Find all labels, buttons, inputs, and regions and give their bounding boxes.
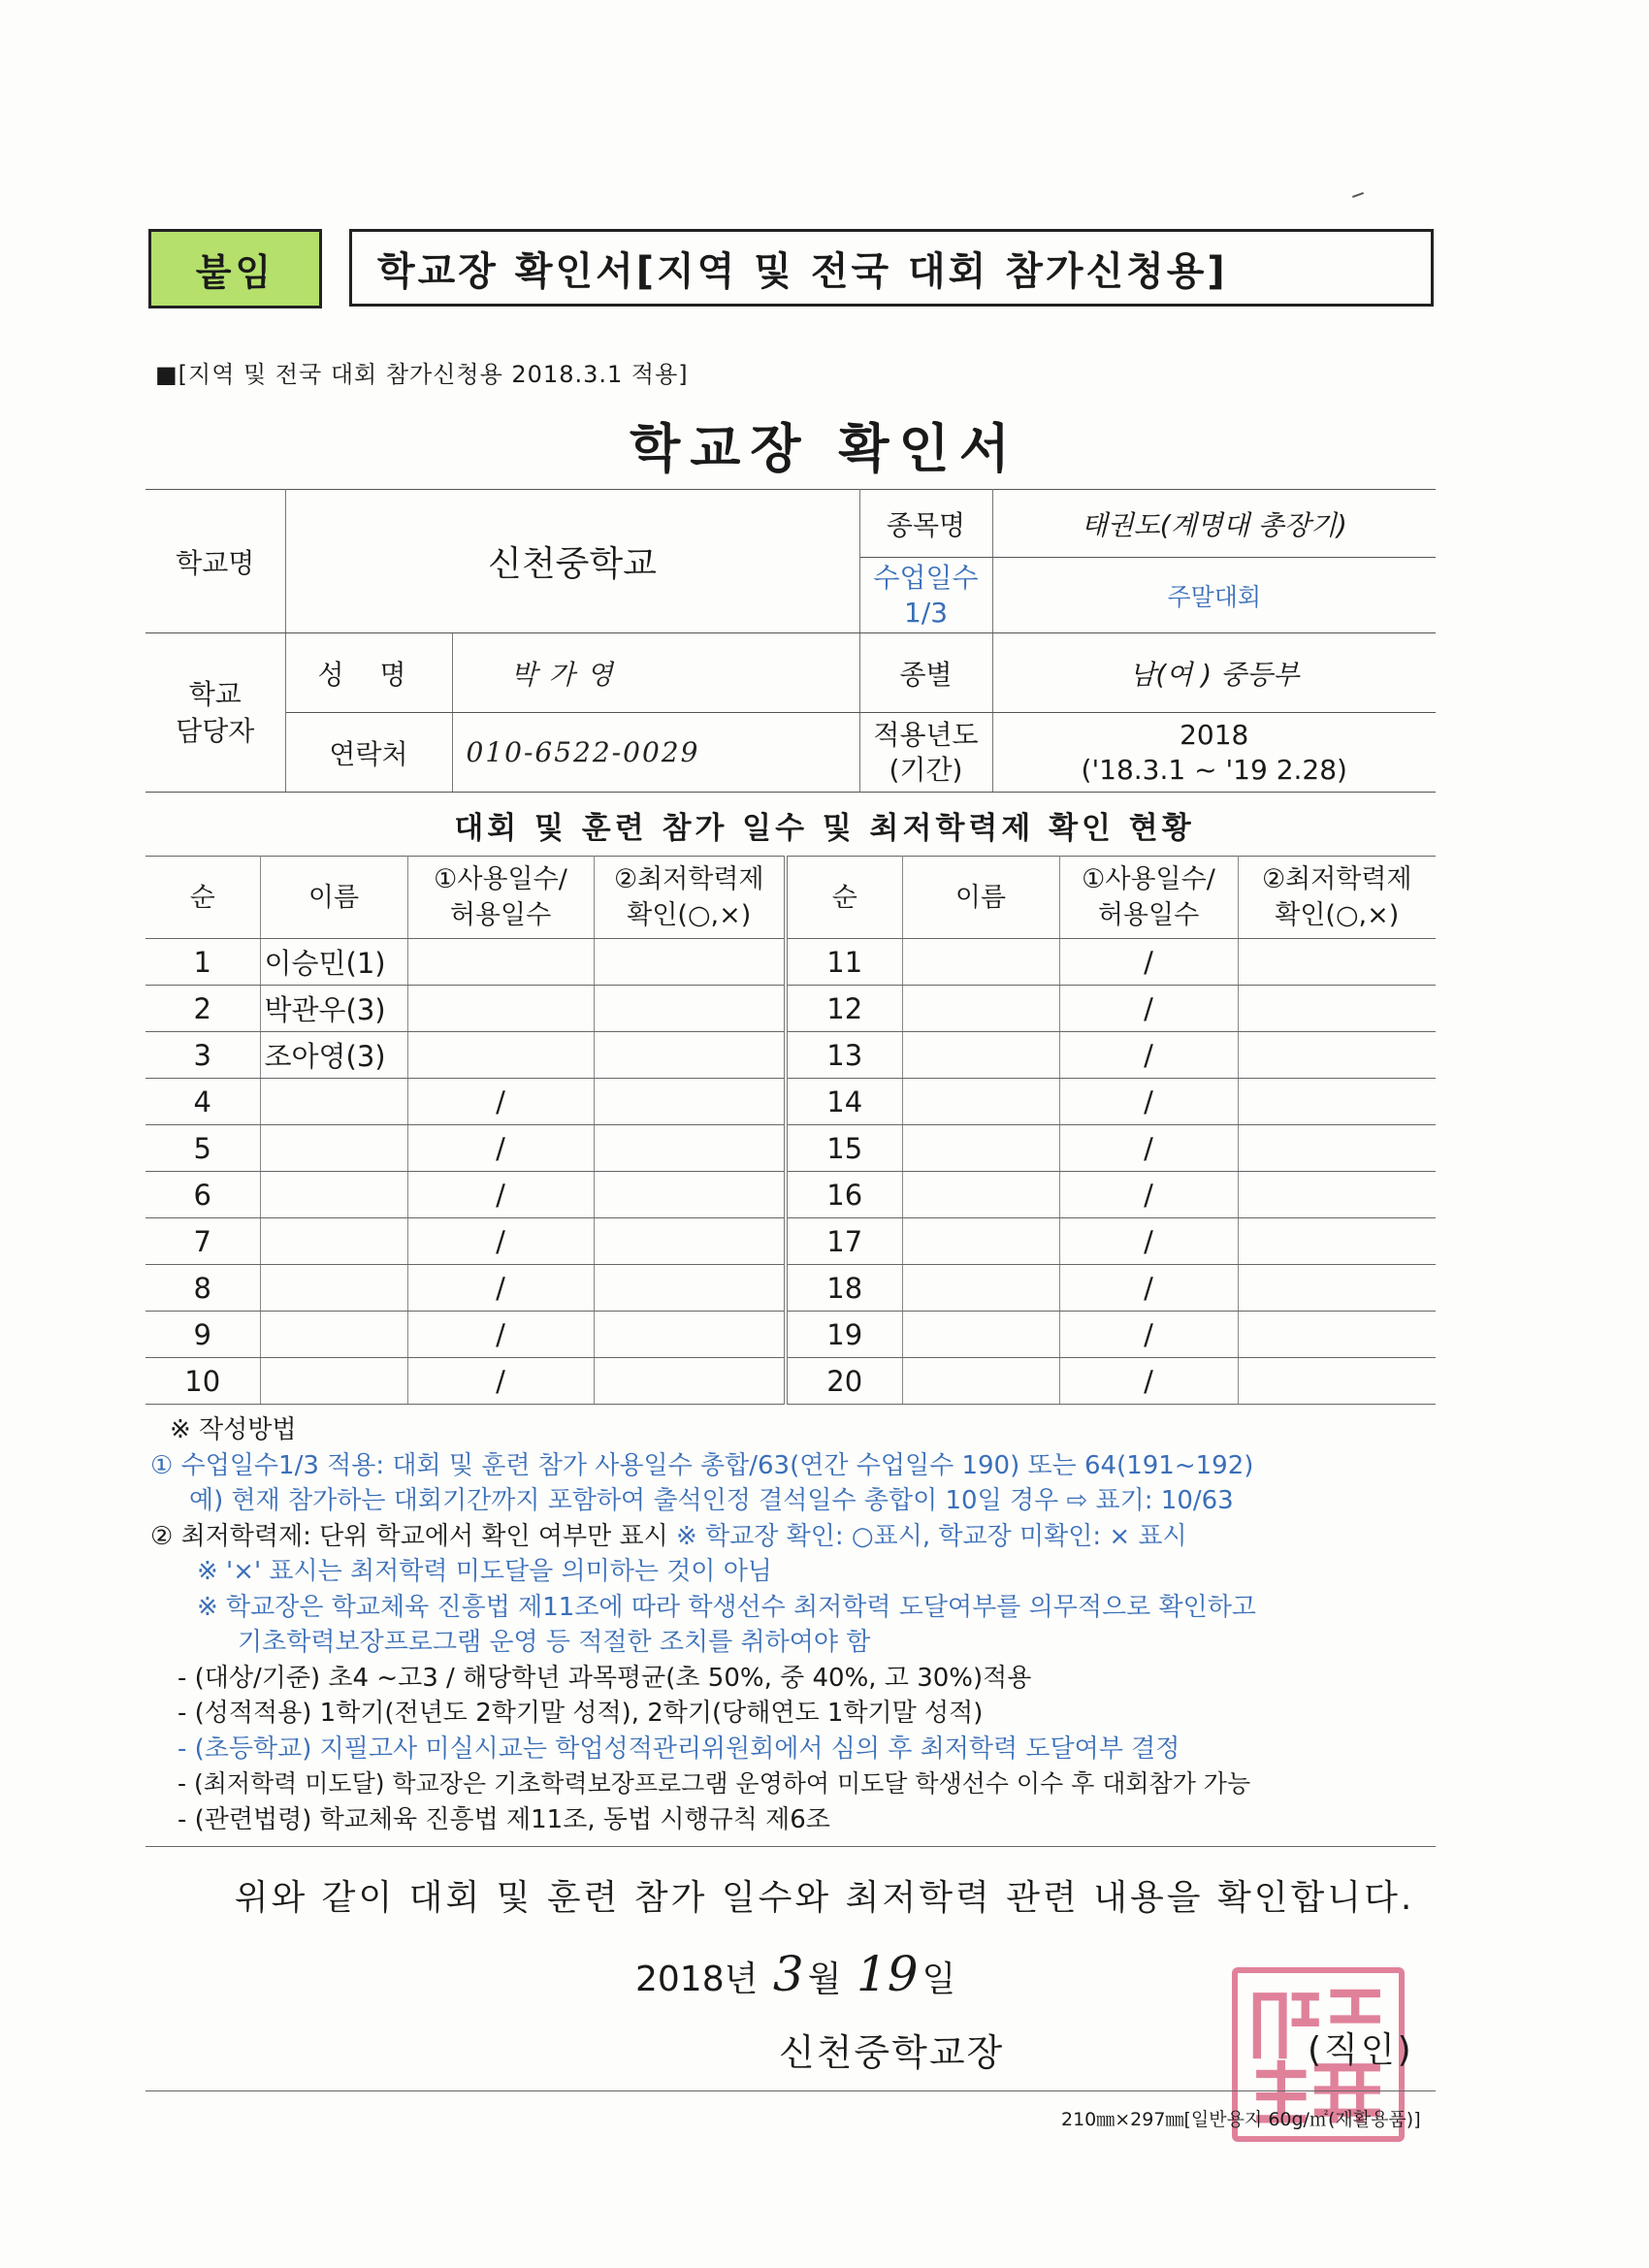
table-row [146,1125,1436,1172]
col-name-left: 이름 [260,857,407,939]
col-check-right-1: ②최저학력제 [1261,864,1412,894]
year-value-line1: 2018 [1180,718,1249,751]
row-number: 14 [786,1079,902,1125]
table-row [146,1218,1436,1265]
subnote: ■[지역 및 전국 대회 참가신청용 2018.3.1 적용] [155,361,689,388]
row-number: 17 [786,1218,902,1265]
row-number: 9 [146,1312,260,1358]
info-table [146,489,1436,793]
row-number: 10 [146,1358,260,1405]
school-label: 학교명 [146,490,285,633]
row-days: / [1059,1312,1238,1358]
col-days-left [407,857,594,939]
row-name [902,1079,1059,1125]
row-number: 1 [146,939,260,986]
footer-divider [146,2090,1436,2091]
row-check [1238,1032,1436,1079]
row-check [594,1312,786,1358]
row-days: / [407,1218,594,1265]
gender-value: 남(여 ) 중등부 [992,633,1436,713]
seal-label: (직인) [1308,2030,1414,2070]
row-number: 5 [146,1125,260,1172]
row-number: 7 [146,1218,260,1265]
col-days-right [1059,857,1238,939]
row-name [260,1218,407,1265]
contact-label-line2: 담당자 [176,714,255,747]
row-days [407,939,594,986]
principal-name: 신천중학교장 [779,2031,1005,2074]
row-number: 11 [786,939,902,986]
row-name [902,1265,1059,1312]
row-check [594,1172,786,1218]
row-name [902,1218,1059,1265]
row-days: / [407,1079,594,1125]
row-check [1238,1312,1436,1358]
col-days-left-2: 허용일수 [449,900,552,930]
row-check [1238,1125,1436,1172]
row-name [260,1312,407,1358]
row-name [902,939,1059,986]
row-name [902,1125,1059,1172]
row-check [1238,986,1436,1032]
row-check [1238,1265,1436,1312]
section-title: 대회 및 훈련 참가 일수 및 최저학력제 확인 현황 [454,811,1195,846]
row-name: 이승민(1) [260,939,407,986]
row-number: 15 [786,1125,902,1172]
note-line-11: - (관련법령) 학교체육 진흥법 제11조, 동법 시행규칙 제6조 [178,1804,830,1834]
row-days: / [1059,1032,1238,1079]
row-number: 2 [146,986,260,1032]
note-line-6: 기초학력보장프로그램 운영 등 적절한 조치를 취하여야 함 [238,1628,871,1657]
row-name [902,1358,1059,1405]
year-value [992,713,1436,793]
school-value: 신천중학교 [285,490,859,633]
row-name: 박관우(3) [260,986,407,1032]
table-row [146,986,1436,1032]
phone-value: 010-6522-0029 [452,713,859,793]
row-days: / [1059,1125,1238,1172]
note-line-3 [150,1519,1450,1555]
note-line-2: 예) 현재 참가하는 대회기간까지 포함하여 출석인정 결석일수 총합이 10일 경우 ⇨ 표기: 10/63 [189,1486,1234,1515]
row-number: 19 [786,1312,902,1358]
days-label-line1: 수업일수 [873,561,979,594]
table-row [146,1172,1436,1218]
note-line-9: - (초등학교) 지필고사 미실시교는 학업성적관리위원회에서 심의 후 최저학력 도달여부 결정 [178,1733,1180,1764]
row-name [902,1312,1059,1358]
row-check [594,1358,786,1405]
date-day: 19 [856,1946,919,2002]
contact-label-line1: 학교 [188,677,242,710]
note-line-5: ※ 학교장은 학교체육 진흥법 제11조에 따라 학생선수 최저학력 도달여부를 의무적으로 확인하고 [197,1592,1256,1622]
row-check [594,1079,786,1125]
col-days-left-1: ①사용일수/ [434,864,567,894]
row-name [260,1265,407,1312]
col-check-left-1: ②최저학력제 [613,864,764,894]
name-label: 성 명 [285,633,452,713]
col-days-right-1: ①사용일수/ [1082,864,1215,894]
year-value-line2: ('18.3.1 ~ '19 2.28) [1081,753,1347,786]
event-label: 종목명 [859,490,992,558]
notes-heading: ※ 작성방법 [170,1415,297,1444]
page-title: 학교장 확인서 [630,418,1019,479]
row-check [594,1032,786,1079]
row-check [1238,1172,1436,1218]
row-number: 16 [786,1172,902,1218]
col-check-right [1238,857,1436,939]
roster-table [146,856,1436,1405]
year-label [859,713,992,793]
row-name [902,1032,1059,1079]
row-name [260,1125,407,1172]
days-value: 주말대회 [992,558,1436,633]
row-days: / [1059,939,1238,986]
confirmation-text: 위와 같이 대회 및 훈련 참가 일수와 최저학력 관련 내용을 확인합니다. [234,1878,1415,1918]
table-row [146,1312,1436,1358]
row-number: 8 [146,1265,260,1312]
row-check [1238,939,1436,986]
row-days: / [1059,1265,1238,1312]
days-label-line2: 1/3 [903,596,949,629]
row-number: 20 [786,1358,902,1405]
row-days: / [407,1265,594,1312]
row-name [260,1079,407,1125]
note-line-1: ① 수업일수1/3 적용: 대회 및 훈련 참가 사용일수 총합/63(연간 수업일수 190) 또는 64(191~192) [150,1450,1254,1480]
row-days: / [1059,1172,1238,1218]
row-days: / [407,1125,594,1172]
gender-label: 종별 [859,633,992,713]
row-days: / [1059,986,1238,1032]
name-value: 박가영 [452,633,859,713]
table-row [146,1079,1436,1125]
row-days: / [1059,1218,1238,1265]
note-line-3b: ※ 학교장 확인: ○표시, 학교장 미확인: × 표시 [676,1521,1187,1551]
table-row [146,1358,1436,1405]
row-days: / [407,1312,594,1358]
col-check-right-2: 확인(○,×) [1275,900,1400,930]
row-days: / [1059,1358,1238,1405]
note-line-7: - (대상/기준) 초4 ~고3 / 해당학년 과목평균(초 50%, 중 40%, 고 30%)적용 [178,1663,1032,1693]
row-check [1238,1079,1436,1125]
header-title: 학교장 확인서[지역 및 전국 대회 참가신청용] [349,229,1434,307]
row-days: / [407,1172,594,1218]
row-number: 4 [146,1079,260,1125]
col-name-right: 이름 [902,857,1059,939]
date-day-unit: 일 [922,1960,956,1999]
row-name [260,1358,407,1405]
row-number: 18 [786,1265,902,1312]
phone-label: 연락처 [285,713,452,793]
row-number: 13 [786,1032,902,1079]
row-check [594,1125,786,1172]
col-check-left [594,857,786,939]
row-check [1238,1358,1436,1405]
row-name: 조아영(3) [260,1032,407,1079]
col-days-right-2: 허용일수 [1097,900,1200,930]
note-line-10: - (최저학력 미도달) 학교장은 기초학력보장프로그램 운영하여 미도달 학생선수 이수 후 대회참가 가능 [178,1769,1251,1798]
row-name [902,1172,1059,1218]
col-check-left-2: 확인(○,×) [627,900,752,930]
year-label-line1: 적용년도 [873,718,979,751]
paper-size-note: 210㎜×297㎜[일반용지 60g/㎡(재활용품)] [1061,2109,1421,2130]
col-no-left: 순 [146,857,260,939]
col-no-right: 순 [786,857,902,939]
date-month-unit: 월 [807,1960,842,1999]
row-number: 3 [146,1032,260,1079]
row-name [902,986,1059,1032]
row-number: 12 [786,986,902,1032]
sign-date [635,1946,955,2002]
days-label [859,558,992,633]
table-row [146,1265,1436,1312]
row-days [407,986,594,1032]
note-line-3a: ② 최저학력제: 단위 학교에서 확인 여부만 표시 [150,1521,677,1551]
divider [146,1846,1436,1847]
date-month: 3 [772,1946,804,2002]
row-check [594,939,786,986]
row-check [1238,1218,1436,1265]
row-check [594,1265,786,1312]
contact-label [146,633,285,793]
note-line-4: ※ '×' 표시는 최저학력 미도달을 의미하는 것이 아님 [197,1557,772,1586]
note-line-8: - (성적적용) 1학기(전년도 2학기말 성적), 2학기(당해연도 1학기말 성적) [178,1699,984,1728]
row-check [594,986,786,1032]
scan-mark [1352,192,1364,198]
table-row [146,939,1436,986]
date-year: 2018년 [635,1960,759,1999]
row-check [594,1218,786,1265]
table-row [146,1032,1436,1079]
year-label-line2: (기간) [889,753,963,786]
notes [150,1412,1450,1837]
attachment-tag: 붙임 [148,229,322,308]
row-days: / [1059,1079,1238,1125]
row-days [407,1032,594,1079]
event-value: 태권도(계명대 총장기) [992,490,1436,558]
row-number: 6 [146,1172,260,1218]
row-days: / [407,1358,594,1405]
row-name [260,1172,407,1218]
